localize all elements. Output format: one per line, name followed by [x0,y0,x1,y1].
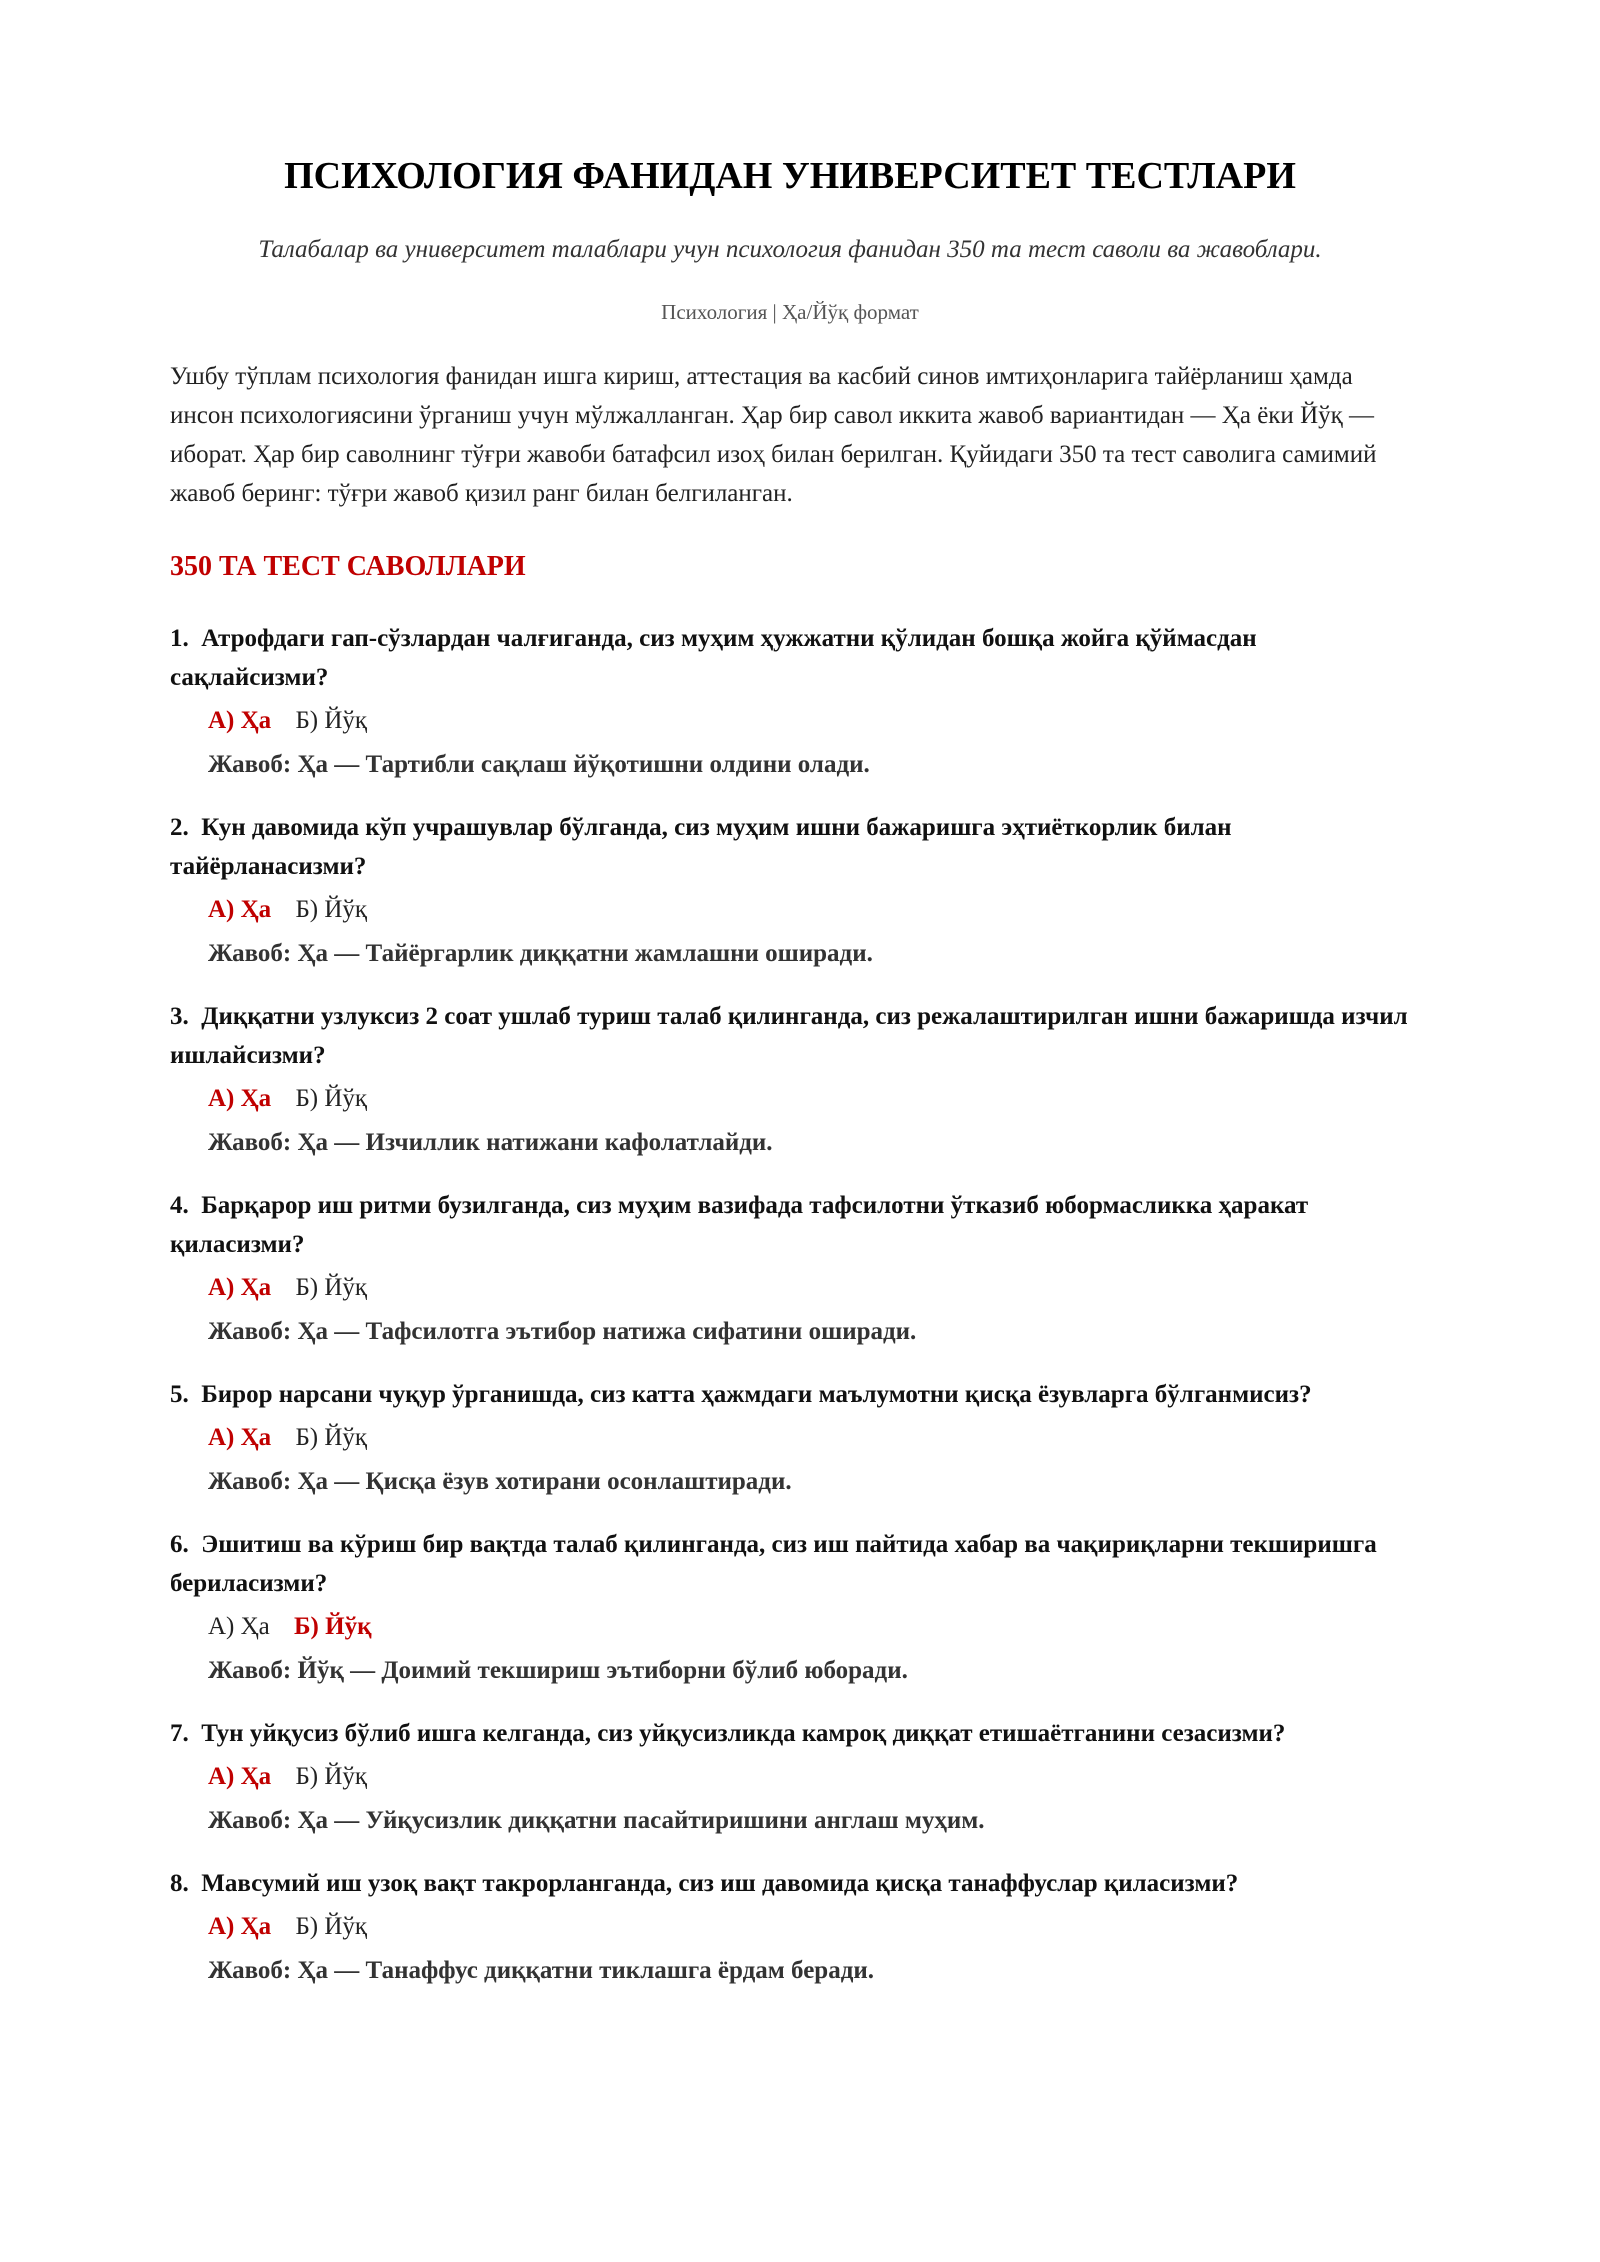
question-item [170,1375,1410,1501]
option-a: А) Ҳа [208,1613,270,1641]
question-item [170,808,1410,973]
question-item [170,1864,1410,1990]
question-options [170,1907,1410,1946]
question-number: 3. [170,1003,189,1031]
question-options [170,1757,1410,1796]
question-item [170,1714,1410,1840]
question-body: Атрофдаги гап-сўзлардан чалғиганда, сиз муҳим ҳужжатни қўлидан бошқа жойга қўймасдан сақлайсизми? [170,625,1257,692]
question-options [170,1418,1410,1457]
option-b: Б) Йўқ [295,707,368,735]
section-heading: 350 ТА ТЕСТ САВОЛЛАРИ [170,551,526,583]
question-text [170,1714,1410,1753]
page-subtitle: Талабалар ва университет талаблари учун психология фанидан 350 та тест саволи ва жавоблари. [258,235,1322,263]
question-item [170,1525,1410,1690]
answer-explanation: Жавоб: Ҳа — Изчиллик натижани кафолатлайди. [208,1129,773,1157]
question-text [170,808,1410,886]
question-number: 4. [170,1192,189,1220]
option-b: Б) Йўқ [295,1085,368,1113]
question-text [170,619,1410,697]
question-body: Мавсумий иш узоқ вақт такрорланганда, сиз иш давомида қисқа танаффуслар қиласизми? [201,1870,1239,1898]
question-body: Бирор нарсани чуқур ўрганишда, сиз катта ҳажмдаги маълумотни қисқа ёзувларга бўлганмисиз? [201,1381,1312,1409]
option-b: Б) Йўқ [295,896,368,924]
question-body: Диққатни узлуксиз 2 соат ушлаб туриш талаб қилинганда, сиз режалаштирилган ишни бажаришда изчил ишлайсизми? [170,1003,1408,1070]
question-number: 6. [170,1531,189,1559]
answer-explanation: Жавоб: Ҳа — Тафсилотга эътибор натижа сифатини оширади. [208,1318,917,1346]
answer-explanation: Жавоб: Йўқ — Доимий текшириш эътиборни бўлиб юборади. [208,1657,908,1685]
answer-explanation: Жавоб: Ҳа — Уйқусизлик диққатни пасайтиришини англаш муҳим. [208,1807,985,1835]
question-text [170,1375,1410,1414]
question-body: Кун давомида кўп учрашувлар бўлганда, сиз муҳим ишни бажаришга эҳтиёткорлик билан тайёрланасизми? [170,814,1232,881]
option-b: Б) Йўқ [295,1274,368,1302]
question-item [170,619,1410,784]
question-body: Барқарор иш ритми бузилганда, сиз муҳим вазифада тафсилотни ўтказиб юбормасликка ҳаракат қиласизми? [170,1192,1309,1259]
question-options [170,890,1410,929]
answer-explanation: Жавоб: Ҳа — Тартибли сақлаш йўқотишни олдини олади. [208,751,870,779]
question-options [170,1268,1410,1307]
answer-explanation: Жавоб: Ҳа — Танаффус диққатни тиклашга ёрдам беради. [208,1957,875,1985]
option-a: А) Ҳа [208,1763,272,1791]
question-options [170,701,1410,740]
option-a: А) Ҳа [208,1913,272,1941]
option-b: Б) Йўқ [295,1424,368,1452]
question-item [170,1186,1410,1351]
option-a: А) Ҳа [208,1424,272,1452]
option-b: Б) Йўқ [295,1913,368,1941]
option-b: Б) Йўқ [295,1763,368,1791]
question-options [170,1607,1410,1646]
question-text [170,1864,1410,1903]
question-item [170,997,1410,1162]
question-text [170,997,1410,1075]
answer-explanation: Жавоб: Ҳа — Қисқа ёзув хотирани осонлаштиради. [208,1468,792,1496]
question-text [170,1525,1410,1603]
option-a: А) Ҳа [208,1085,272,1113]
question-number: 7. [170,1720,189,1748]
intro-paragraph: Ушбу тўплам психология фанидан ишга кириш, аттестация ва касбий синов имтиҳонларига тайёрланиш ҳамда инсон психологиясини ўрганиш учун мўлжалланган. Ҳар бир савол иккита жавоб вариантидан — Ҳа ёки Йўқ — иборат. Ҳар бир саволнинг тўғри жавоби батафсил изоҳ билан берилган. Қуйидаги 350 та тест саволига самимий жавоб беринг: тўғри жавоб қизил ранг билан белгиланган. [170,363,1377,508]
page-title: ПСИХОЛОГИЯ ФАНИДАН УНИВЕРСИТЕТ ТЕСТЛАРИ [284,155,1296,197]
option-a: А) Ҳа [208,707,272,735]
option-a: А) Ҳа [208,896,272,924]
question-body: Эшитиш ва кўриш бир вақтда талаб қилинганда, сиз иш пайтида хабар ва чақириқларни текширишга бериласизми? [170,1531,1377,1598]
question-text [170,1186,1410,1264]
question-number: 1. [170,625,189,653]
question-number: 5. [170,1381,189,1409]
question-list [170,619,1410,1990]
answer-explanation: Жавоб: Ҳа — Тайёргарлик диққатни жамлашни оширади. [208,940,873,968]
question-number: 2. [170,814,189,842]
option-a: А) Ҳа [208,1274,272,1302]
question-number: 8. [170,1870,189,1898]
question-body: Тун уйқусиз бўлиб ишга келганда, сиз уйқусизликда камроқ диққат етишаётганини сезасизми? [201,1720,1286,1748]
page-meta: Психология | Ҳа/Йўқ формат [661,300,919,325]
question-options [170,1079,1410,1118]
option-b: Б) Йўқ [294,1613,372,1641]
